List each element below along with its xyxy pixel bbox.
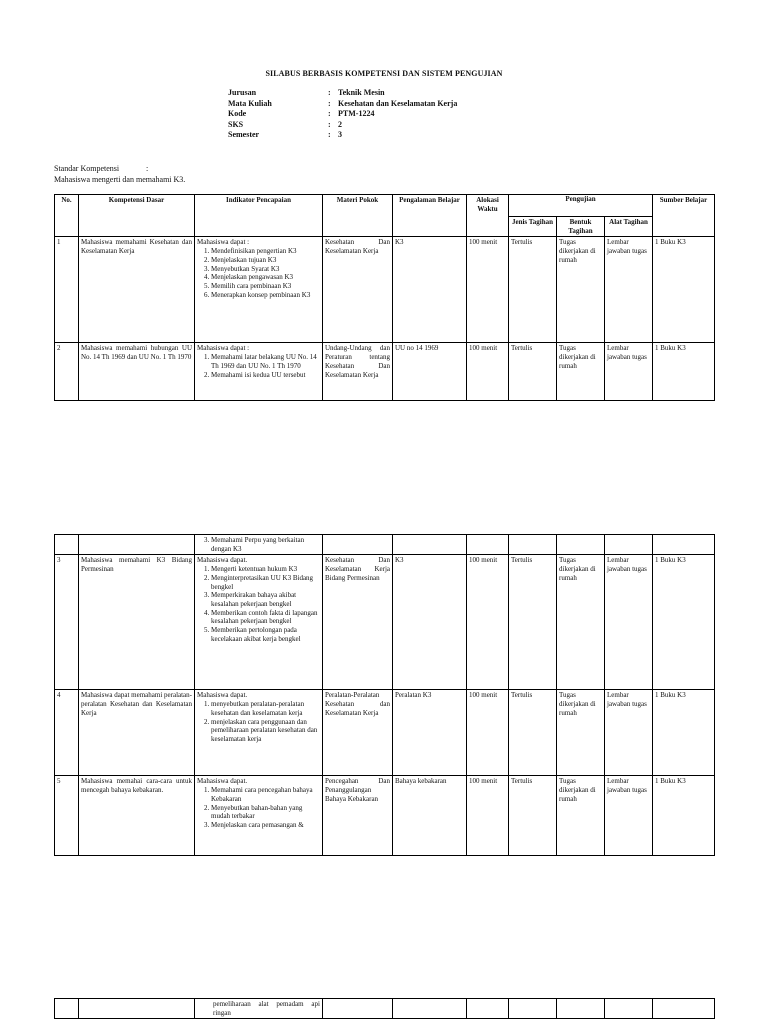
row-sumber: 1 Buku K3 [653, 343, 715, 401]
course-meta [228, 88, 457, 141]
syllabus-table-3 [54, 998, 715, 1019]
row-indikator [195, 535, 323, 555]
indikator-intro: Mahasiswa dapat. [197, 777, 248, 786]
empty-cell [509, 535, 557, 555]
col-alokasi: Alokasi Waktu [467, 195, 509, 237]
col-no: No. [55, 195, 79, 237]
indikator-list [197, 786, 320, 830]
row-pengalaman: K3 [393, 555, 467, 690]
table-row [55, 237, 715, 343]
meta-value: 3 [338, 130, 342, 139]
row-no: 3 [55, 555, 79, 690]
indikator-item: 1. Mengerti ketentuan hukum K3 [211, 565, 320, 574]
indikator-item: 2. Menjelaskan tujuan K3 [211, 256, 320, 265]
row-jenis: Tertulis [509, 237, 557, 343]
empty-cell [509, 999, 557, 1019]
row-alat: Lembar jawaban tugas [605, 776, 653, 856]
empty-cell [605, 535, 653, 555]
indikator-list [197, 536, 320, 553]
meta-value: Kesehatan dan Keselamatan Kerja [338, 98, 458, 108]
meta-label: Semester [228, 130, 260, 139]
table-row [55, 690, 715, 776]
indikator-item: 1. Memahami latar belakang UU No. 14 Th 1969 dan UU No. 1 Th 1970 [211, 353, 320, 370]
col-pengujian: Pengujian [509, 195, 653, 217]
row-kompetensi: Mahasiswa dapat memahami peralatan-peralatan Kesehatan dan Keselamatan Kerja [79, 690, 195, 776]
indikator-item: 5. Memilih cara pembinaan K3 [211, 282, 320, 291]
row-indikator [195, 237, 323, 343]
row-kompetensi: Mahasiswa memahami hubungan UU No. 14 Th 1969 dan UU No. 1 Th 1970 [79, 343, 195, 401]
row-materi: Peralatan-Peralatan Kesehatan dan Keselamatan Kerja [323, 690, 393, 776]
meta-label: Jurusan [228, 88, 257, 97]
indikator-item: 3. Memahami Perpu yang berkaitan dengan K3 [211, 536, 320, 553]
row-alat: Lembar jawaban tugas [605, 237, 653, 343]
row-bentuk: Tugas dikerjakan di rumah [557, 776, 605, 856]
row-bentuk: Tugas dikerjakan di rumah [557, 555, 605, 690]
meta-value: PTM-1224 [338, 109, 375, 118]
indikator-item: 3. Menjelaskan cara pemasangan & [211, 821, 320, 830]
row-bentuk: Tugas dikerjakan di rumah [557, 237, 605, 343]
indikator-intro: Mahasiswa dapat : [197, 238, 250, 247]
row-indikator [195, 690, 323, 776]
row-indikator [195, 343, 323, 401]
meta-row [228, 109, 457, 120]
meta-colon: : [328, 130, 331, 139]
empty-cell [605, 999, 653, 1019]
indikator-list [197, 247, 320, 299]
table-row [55, 555, 715, 690]
meta-colon: : [328, 98, 331, 108]
indikator-item: 2. Memahami isi kedua UU tersebut [211, 371, 320, 380]
empty-cell [557, 535, 605, 555]
row-alokasi: 100 menit [467, 237, 509, 343]
row-sumber: 1 Buku K3 [653, 690, 715, 776]
indikator-item: 4. Memberikan contoh fakta di lapangan kesalahan pekerjaan bengkel [211, 609, 320, 626]
meta-value: 2 [338, 119, 342, 129]
row-alokasi: 100 menit [467, 690, 509, 776]
row-bentuk: Tugas dikerjakan di rumah [557, 343, 605, 401]
col-materi: Materi Pokok [323, 195, 393, 237]
empty-cell [393, 535, 467, 555]
meta-label: Mata Kuliah [228, 98, 272, 108]
empty-cell [653, 535, 715, 555]
indikator-item: 1. menyebutkan peralatan-peralatan kesehatan dan keselamatan kerja [211, 700, 320, 717]
empty-cell [653, 999, 715, 1019]
row-sumber: 1 Buku K3 [653, 237, 715, 343]
indikator-item: 4. Menjelaskan pengawasan K3 [211, 273, 320, 282]
row-pengalaman: Bahaya kebakaran [393, 776, 467, 856]
row-pengalaman: UU no 14 1969 [393, 343, 467, 401]
row-jenis: Tertulis [509, 343, 557, 401]
empty-cell [467, 535, 509, 555]
standar-kompetensi [54, 163, 185, 185]
meta-row [228, 130, 457, 141]
row-kompetensi: Mahasiswa memahami Kesehatan dan Keselamatan Kerja [79, 237, 195, 343]
row-materi: Kesehatan Dan Keselamatan Kerja [323, 237, 393, 343]
syllabus-table-1 [54, 194, 715, 401]
empty-cell [79, 999, 195, 1019]
standar-text: Mahasiswa mengerti dan memahami K3. [54, 175, 186, 184]
meta-colon: : [328, 88, 331, 97]
col-bentuk: Bentuk Tagihan [557, 217, 605, 237]
empty-cell [557, 999, 605, 1019]
meta-row [228, 99, 457, 110]
empty-cell [55, 999, 79, 1019]
row-pengalaman: Peralatan K3 [393, 690, 467, 776]
col-kompetensi: Kompetensi Dasar [79, 195, 195, 237]
indikator-item: 3. Menyebutkan Syarat K3 [211, 265, 320, 274]
table-row [55, 776, 715, 856]
meta-colon: : [328, 119, 331, 129]
page-title: SILABUS BERBASIS KOMPETENSI DAN SISTEM PENGUJIAN [265, 69, 503, 78]
indikator-item: 5. Memberikan pertolongan pada kecelakaan akibat kerja bengkel [211, 626, 320, 643]
indikator-item: 6. Menerapkan konsep pembinaan K3 [211, 291, 320, 300]
indikator-list [197, 700, 320, 744]
row-alokasi: 100 menit [467, 343, 509, 401]
table-row [55, 343, 715, 401]
row-kompetensi: Mahasiswa memahai cara-cara untuk mencegah bahaya kebakaran. [79, 776, 195, 856]
empty-cell [79, 535, 195, 555]
indikator-list [197, 565, 320, 643]
row-indikator [195, 555, 323, 690]
standar-label: Standar Kompetensi [54, 164, 120, 173]
indikator-item: 3. Memperkirakan bahaya akibat kesalahan pekerjaan bengkel [211, 591, 320, 608]
row-jenis: Tertulis [509, 555, 557, 690]
row-no: 2 [55, 343, 79, 401]
indikator-intro: Mahasiswa dapat. [197, 556, 248, 565]
row-alat: Lembar jawaban tugas [605, 343, 653, 401]
meta-value: Teknik Mesin [338, 88, 385, 97]
row-bentuk: Tugas dikerjakan di rumah [557, 690, 605, 776]
empty-cell [323, 999, 393, 1019]
meta-label: Kode [228, 109, 247, 118]
table-row-continued [55, 999, 715, 1019]
row-indikator: pemeliharaan alat pemadam api ringan [195, 999, 323, 1019]
col-jenis: Jenis Tagihan [509, 217, 557, 237]
indikator-item: 2. Menyebutkan bahan-bahan yang mudah terbakar [211, 804, 320, 821]
indikator-intro: Mahasiswa dapat : [197, 344, 250, 353]
col-indikator: Indikator Pencapaian [195, 195, 323, 237]
indikator-list [197, 353, 320, 379]
row-alokasi: 100 menit [467, 776, 509, 856]
empty-cell [393, 999, 467, 1019]
table-row-continued [55, 535, 715, 555]
indikator-item: 2. Menginterpretasikan UU K3 Bidang bengkel [211, 574, 320, 591]
row-jenis: Tertulis [509, 776, 557, 856]
row-alokasi: 100 menit [467, 555, 509, 690]
row-no: 4 [55, 690, 79, 776]
meta-row [228, 120, 457, 131]
row-no: 1 [55, 237, 79, 343]
row-sumber: 1 Buku K3 [653, 776, 715, 856]
indikator-intro: Mahasiswa dapat. [197, 691, 248, 700]
row-alat: Lembar jawaban tugas [605, 690, 653, 776]
row-indikator [195, 776, 323, 856]
empty-cell [467, 999, 509, 1019]
row-no: 5 [55, 776, 79, 856]
indikator-item: 1. Memahami cara pencegahan bahaya Kebakaran [211, 786, 320, 803]
row-sumber: 1 Buku K3 [653, 555, 715, 690]
col-alat: Alat Tagihan [605, 217, 653, 237]
row-materi: Undang-Undang dan Peraturan tentang Kesehatan Dan Keselamatan Kerja [323, 343, 393, 401]
col-sumber: Sumber Belajar [653, 195, 715, 237]
row-materi: Pencegahan Dan Penanggulangan Bahaya Kebakaran [323, 776, 393, 856]
meta-label: SKS [228, 119, 244, 129]
row-pengalaman: K3 [393, 237, 467, 343]
meta-row [228, 88, 457, 99]
col-pengalaman: Pengalaman Belajar [393, 195, 467, 237]
row-kompetensi: Mahasiswa memahami K3 Bidang Permesinan [79, 555, 195, 690]
row-jenis: Tertulis [509, 690, 557, 776]
syllabus-table-2 [54, 534, 715, 856]
empty-cell [55, 535, 79, 555]
row-alat: Lembar jawaban tugas [605, 555, 653, 690]
standar-colon: : [146, 164, 149, 173]
indikator-item: 1. Mendefinisikan pengertian K3 [211, 247, 320, 256]
indikator-item: 2. menjelaskan cara penggunaan dan pemeliharaan peralatan kesehatan dan keselamatan kerja [211, 718, 320, 744]
empty-cell [323, 535, 393, 555]
meta-colon: : [328, 109, 331, 118]
row-materi: Kesehatan Dan Keselamatan Kerja Bidang Permesinan [323, 555, 393, 690]
